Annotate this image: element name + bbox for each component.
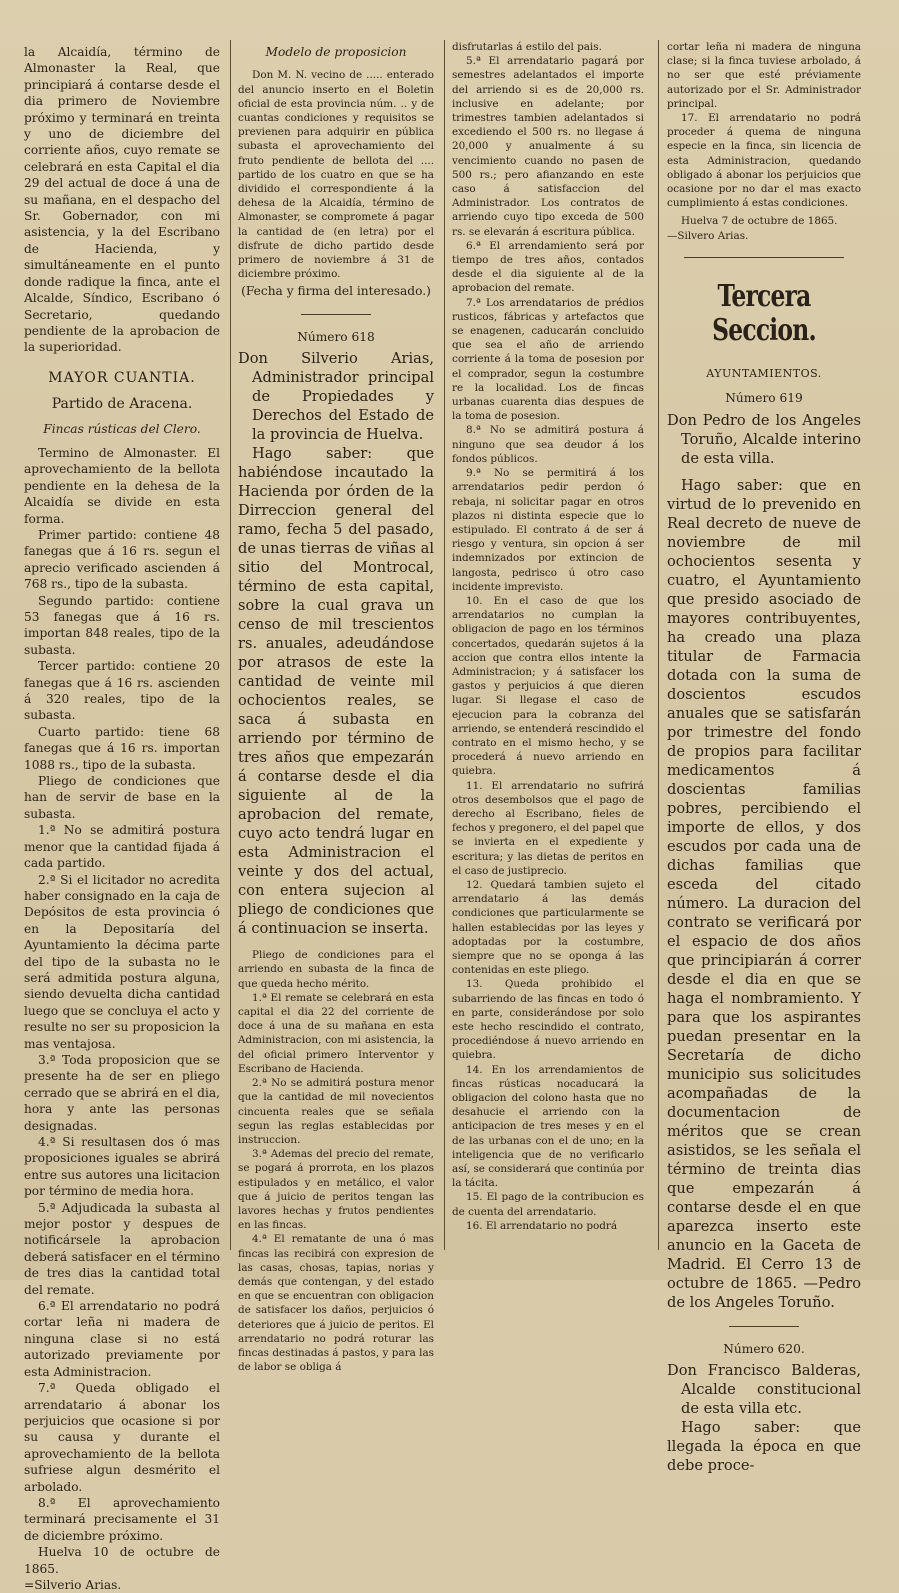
signature: =Silverio Arias. xyxy=(24,1577,122,1592)
paragraph: cortar leña ni madera de ninguna clase; si la finca tuviese arbolado, á no ser que esté préviamente autorizado por el Sr. Administrador principal. xyxy=(667,41,861,110)
condition-item: 17. El arrendatario no podrá proceder á quema de ninguna especie en la finca, sin licencia de esta Administracion, quedando obligado á abonar los perjuicios que ocasione por no dar el mas exacto cumplimiento á estas condiciones. xyxy=(667,112,861,210)
notice-number: Número 620. xyxy=(723,1341,805,1356)
condition-item: 6.ª El arrendatario no podrá cortar leña ni madera de ninguna clase si no está autorizado previamente por esta Administracion. xyxy=(24,1299,220,1379)
condition-item: 15. El pago de la contribucion es de cuenta del arrendatario. xyxy=(452,1191,644,1218)
condition-item: 3.ª Toda proposicion que se presente ha de ser en pliego cerrado que se abrirá en el dia, hora y ante las personas designadas. xyxy=(24,1052,220,1133)
notice-number: Número 618 xyxy=(297,329,375,344)
subsection-heading: Modelo de proposicion xyxy=(265,45,407,59)
condition-item: 4.ª Si resultasen dos ó mas proposiciones iguales se abrirá entre sus autores una licitacion por término de media hora. xyxy=(24,1135,220,1199)
condition-item: 16. El arrendatario no podrá xyxy=(466,1219,618,1232)
paragraph: Hago saber: que llegada la época en que debe proce- xyxy=(667,1419,861,1475)
column-rule xyxy=(444,40,445,1250)
subsection-heading: AYUNTAMIENTOS. xyxy=(706,366,822,380)
condition-item: 1.ª El remate se celebrará en esta capital el dia 22 del corriente de doce á una de su mañana en esta Administracion, con mi asistencia, la del oficial primero Interventor y Escribano de Hacienda. xyxy=(238,991,434,1075)
divider xyxy=(301,314,371,315)
subsection-heading: Partido de Aracena. xyxy=(51,396,193,413)
condition-item: 7.ª Queda obligado el arrendatario á abonar los perjuicios que ocasione si por su causa y durante el aprovechamiento de la bellota sufriese algun desmérito el arbolado. xyxy=(24,1381,220,1494)
column-rule xyxy=(230,40,231,1250)
condition-item: 5.ª El arrendatario pagará por semestres adelantados el importe del arriendo si es de 20,000 rs. inclusive en adelante; por trimestres tambien adelantados si excediendo el 500 rs. no llegase á 20,000 y anualmente á su vencimiento cuando no pasen de 500 rs.; pero afianzando en este caso á satisfaccion del Administrador. Los contratos de arriendo cuyo tipo exceda de 500 rs. se elevarán á escritura pública. xyxy=(452,55,644,238)
paragraph: la Alcaidía, término de Almonaster la Real, que principiará á contarse desde el dia primero de Noviembre próximo y terminará en treinta y uno de diciembre del corriente años, cuyo remate se celebrará en esta Capital el dia 29 del actual de doce á una de su mañana, en el despacho del Sr. Gobernador, con mi asistencia, y la del Escribano de Hacienda, y simultáneamente en el punto donde radique la finca, ante el Alcalde, Síndico, Escribano ó Secretario, quedando pendiente de la aprobacion de la superioridad. xyxy=(24,45,220,355)
condition-item: 12. Quedará tambien sujeto el arrendatario á las demás condiciones que particularmente se hallen establecidas por las leyes y adoptadas por la costumbre, siempre que no se oponga á las contenidas en este pliego. xyxy=(452,878,644,977)
condition-item: 10. En el caso de que los arrendatarios no cumplan la obligacion de pago en los términos concertados, quedarán sujetos á la accion que contra ellos intente la Administracion; y á satisfacer los gastos y perjuicios á que dieren lugar. Si llegase el caso de ejecucion para la cobranza del arriendo, se entenderá rescindido el contrato en el mismo hecho, y se procederá á nuevo arriendo en quiebra. xyxy=(452,594,644,778)
condition-item: 4.ª El rematante de una ó mas fincas las recibirá con expresion de las casas, chosas, tapias, norias y demás que contengan, y del estado en que se encuentran con obligacion de satisfacer los daños, perjuicios ó deteriores que á juicio de peritos. El arrendatario no podrá roturar las fincas destinadas á pastos, y para las de labor se obliga á xyxy=(238,1233,434,1374)
paragraph: Pliego de condiciones para el arriendo en subasta de la finca de que queda hecho mérito. xyxy=(238,949,434,990)
column-rule xyxy=(658,40,659,1250)
column-1 xyxy=(24,44,220,1592)
column-3 xyxy=(452,40,644,1260)
condition-item: 2.ª No se admitirá postura menor que la cantidad de mil novecientos cincuenta reales que se señala segun las reglas establecidas por instruccion. xyxy=(238,1077,434,1146)
condition-item: 7.ª Los arrendatarios de prédios rusticos, fábricas y artefactos que se enagenen, caducarán concluido que sea el año de arriendo corriente á la toma de posesion por el comprador, segun la costumbre re la localidad. Los de fincas urbanas cuarenta dias despues de la toma de posesion. xyxy=(452,296,644,423)
condition-item: 5.ª Adjudicada la subasta al mejor postor y despues de notificársele la aprobacion deberá satisfacer en el término de tres dias la cantidad total del remate. xyxy=(24,1200,220,1297)
condition-item: 13. Queda prohibido el subarriendo de las fincas en todo ó en parte, considerándose por solo este hecho rescindido el contrato, procediéndose á nuevo arriendo en quiebra. xyxy=(452,978,644,1062)
condition-item: 2.ª Si el licitador no acredita haber consignado en la caja de Depósitos de esta provincia ó en la Depositaría del Ayuntamiento la décima parte del tipo de la subasta no le será admitida postura alguna, siendo devuelta dicha cantidad luego que se concluya el acto y resulte no ser su proposicion la mas ventajosa. xyxy=(24,872,220,1051)
paragraph: Hago saber: que habiéndose incautado la Hacienda por órden de la Dirreccion general del ramo, fecha 5 del pasado, de unas tierras de viñas al sitio del Montrocal, término de esta capital, sobre la cual grava un censo de mil trescientos rs. anuales, adeudándose por atrasos de este la cantidad de veinte mil ochocientos reales, se saca á subasta en arriendo por término de tres años que empezarán á contarse desde el dia siguiente al de la aprobacion del remate, cuyo acto tendrá lugar en esta Administracion el veinte y dos del actual, con entera sujecion al pliego de condiciones que á continuacion se inserta. xyxy=(238,445,434,938)
condition-item: 8.ª El aprovechamiento terminará precisamente el 31 de diciembre próximo. xyxy=(24,1495,220,1543)
paragraph: Hago saber: que en virtud de lo prevenido en Real decreto de nueve de noviembre de mil ochocientos sesenta y cuatro, el Ayuntamiento que presido asociado de mayores contribuyentes, ha creado una plaza titular de Farmacia dotada con la suma de doscientos escudos anuales que se satisfarán por trimestre del fondo de propios para facilitar medicamentos á doscientas familias pobres, percibiendo el importe de ellos, y dos escudos por cada una de dichas familias que esceda del citado número. La duracion del contrato se verificará por el espacio de dos años que principiarán á correr desde el dia en que se haga el nombramiento. Y para que los aspirantes puedan presentar en la Secretaría de dicho municipio sus solicitudes acompañadas de la documentacion de méritos que se crean asistidos, se les señala el término de treinta dias que empezarán á contarse desde el en que aparezca inserto este anuncio en la Gaceta de Madrid. El Cerro 13 de octubre de 1865. —Pedro de los Angeles Toruño. xyxy=(667,476,861,1311)
condition-item: 11. El arrendatario no sufrirá otros desembolsos que el pago de derecho al Escribano, fieles de fechos y pregonero, el del papel que se invierta en el expediente y escritura; y las dietas de peritos en el caso de justiprecio. xyxy=(452,779,644,877)
section-heading: MAYOR CUANTIA. xyxy=(48,369,196,386)
paragraph: Termino de Almonaster. El aprovechamiento de la bellota pendiente en la dehesa de la Alcaidía se divide en esta forma. xyxy=(24,445,220,526)
divider xyxy=(684,257,844,258)
date-line: Huelva 7 de octubre de 1865. xyxy=(681,215,838,228)
paragraph: Cuarto partido: tiene 68 fanegas que á 16 rs. importan 1088 rs., tipo de la subasta. xyxy=(24,724,220,772)
notice-title: Don Francisco Balderas, Alcalde constitucional de esta villa etc. xyxy=(667,1362,861,1418)
condition-item: 1.ª No se admitirá postura menor que la cantidad fijada á cada partido. xyxy=(24,823,220,871)
date-line: (Fecha y firma del interesado.) xyxy=(241,284,431,299)
condition-item: 14. En los arrendamientos de fincas rústicas nocaducará la obligacion del colono hasta que no desahucie el arriendo con la anticipacion de tres meses y en el de las urbanas con el de uno; en la inteligencia que de no verificarlo así, se considerará que continúa por la tácita. xyxy=(452,1063,644,1190)
notice-title: Don Silverio Arias, Administrador principal de Propiedades y Derechos del Estado de la provincia de Huelva. xyxy=(238,350,434,444)
condition-item: 9.ª No se permitirá á los arrendatarios pedir perdon ó rebaja, ni solicitar pagar en otros plazos ni distinta especie que lo estipulado. El contrato á de ser á riesgo y ventura, sin opcion á ser indemnizados por extincion de langosta, pedrisco ú otro caso incidente imprevisto. xyxy=(452,467,644,593)
subsection-heading: Fincas rústicas del Clero. xyxy=(43,421,201,436)
notice-number: Número 619 xyxy=(725,391,803,406)
signature: —Silvero Arias. xyxy=(667,229,749,242)
condition-item: 8.ª No se admitirá postura á ninguno que sea deudor á los fondos públicos. xyxy=(452,424,644,465)
divider xyxy=(729,1326,799,1327)
paragraph: Segundo partido: contiene 53 fanegas que á 16 rs. importan 848 reales, tipo de la subasta. xyxy=(24,593,220,657)
column-2 xyxy=(238,44,434,1374)
notice-title: Don Pedro de los Angeles Toruño, Alcalde interino de esta villa. xyxy=(667,411,861,467)
date-line: Huelva 10 de octubre de 1865. xyxy=(24,1545,220,1576)
column-4 xyxy=(667,40,861,1475)
section-heading: Tercera Seccion. xyxy=(712,278,816,348)
paragraph: Tercer partido: contiene 20 fanegas que á 16 rs. ascienden á 320 reales, tipo de la subasta. xyxy=(24,659,220,723)
condition-item: 6.ª El arrendamiento será por tiempo de tres años, contados desde el dia siguiente al de la aprobacion del remate. xyxy=(452,239,644,295)
paragraph: disfrutarlas á estilo del pais. xyxy=(452,41,602,53)
paragraph: Don M. N. vecino de ..... enterado del anuncio inserto en el Boletin oficial de esta provincia núm. .. y de cuantas condiciones y requisitos se previenen para adquirir en pública subasta el aprovechamiento del fruto pendiente de bellota del .... partido de los cuatro en que se ha dividido el correspondiente á la dehesa de la Alcaidía, término de Almonaster, se compromete á pagar la cantidad de (en letra) por el disfrute de dicho partido desde primero de noviembre á 31 de diciembre próximo. xyxy=(238,69,434,281)
paragraph: Primer partido: contiene 48 fanegas que á 16 rs. segun el aprecio verificado ascienden á 768 rs., tipo de la subasta. xyxy=(24,527,220,592)
condition-item: 3.ª Ademas del precio del remate, se pogará á prorrota, en los plazos estipulados y en metálico, el valor que á juicio de peritos tengan las lavores hechas y frutos pendientes en las fincas. xyxy=(238,1148,434,1232)
paragraph: Pliego de condiciones que han de servir de base en la subasta. xyxy=(24,774,220,821)
